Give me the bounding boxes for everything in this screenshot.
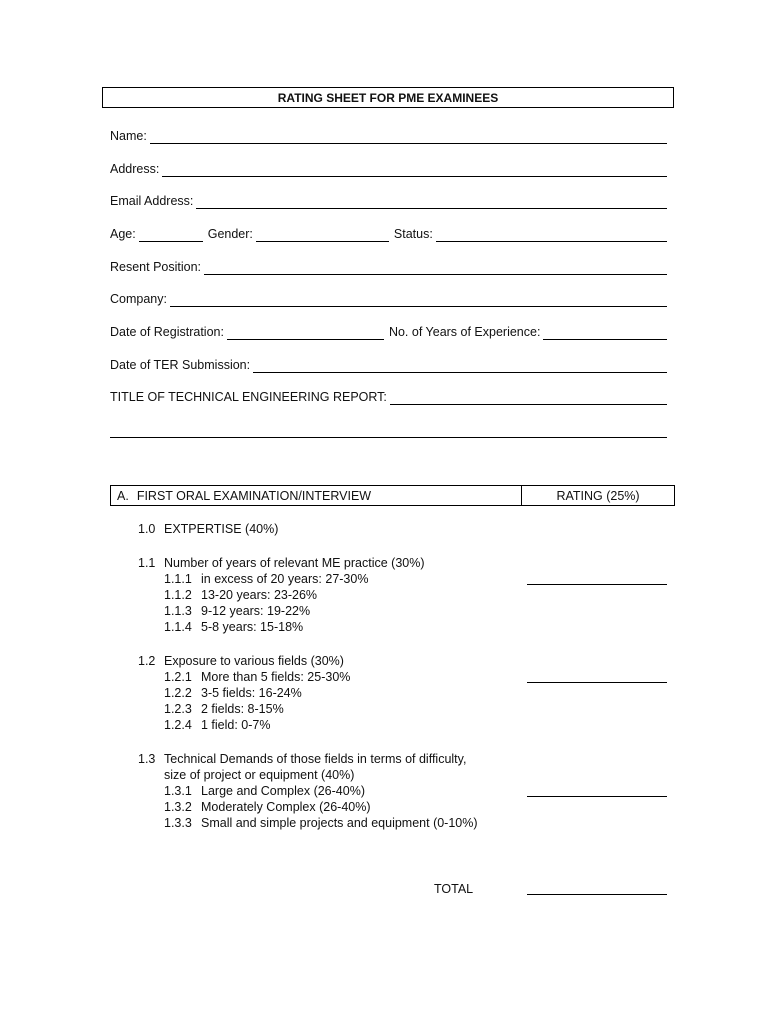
criterion-1-2-1: 1.2.1 More than 5 fields: 25-30% [164,670,351,684]
company-field[interactable] [170,293,667,307]
ter-submission-field[interactable] [253,359,667,373]
address-row [110,159,667,177]
name-label: Name: [110,129,147,143]
address-label: Address: [110,162,160,176]
criterion-1-3: 1.3 Technical Demands of those fields in terms of difficulty, [138,752,467,766]
name-field[interactable] [150,130,667,144]
company-row [110,289,667,307]
criterion-1-1-3: 1.1.3 9-12 years: 19-22% [164,604,311,618]
position-row [110,257,667,275]
criterion-1-2-3: 1.2.3 2 fields: 8-15% [164,702,284,716]
total-label: TOTAL [434,882,474,896]
experience-label: No. of Years of Experience: [388,325,541,339]
status-label: Status: [393,227,433,241]
document-title: RATING SHEET FOR PME EXAMINEES [102,87,674,108]
rating-field-1-1[interactable] [527,584,667,585]
criterion-1-2-2: 1.2.2 3-5 fields: 16-24% [164,686,302,700]
criterion-1-3-2: 1.3.2 Moderately Complex (26-40%) [164,800,371,814]
criterion-1-0: 1.0 EXTPERTISE (40%) [138,522,279,536]
address-field[interactable] [162,163,667,177]
age-gender-status-row [110,224,667,242]
report-title-row-2 [110,420,667,438]
criterion-1-1-4: 1.1.4 5-8 years: 15-18% [164,620,304,634]
gender-field[interactable] [256,228,389,242]
criterion-1-3-1: 1.3.1 Large and Complex (26-40%) [164,784,365,798]
ter-submission-label: Date of TER Submission: [110,358,251,372]
registration-label: Date of Registration: [110,325,224,339]
criterion-1-3-cont: size of project or equipment (40%) [164,768,355,782]
rating-header: RATING (25%) [556,488,640,503]
position-field[interactable] [204,261,667,275]
section-header [110,485,675,506]
email-label: Email Address: [110,194,194,208]
rating-field-1-2[interactable] [527,682,667,683]
name-row [110,126,667,144]
criterion-1-1-2: 1.1.2 13-20 years: 23-26% [164,588,318,602]
email-field[interactable] [196,195,667,209]
report-title-field[interactable] [390,391,667,405]
criterion-1-1: 1.1 Number of years of relevant ME practice (30%) [138,556,425,570]
report-title-label: TITLE OF TECHNICAL ENGINEERING REPORT: [110,390,387,404]
section-title: FIRST ORAL EXAMINATION/INTERVIEW [136,488,372,503]
section-title-cell [111,486,522,505]
report-title-row [110,387,667,405]
criterion-1-1-1: 1.1.1 in excess of 20 years: 27-30% [164,572,369,586]
rating-field-1-3[interactable] [527,796,667,797]
registration-field[interactable] [227,326,384,340]
criterion-1-2-4: 1.2.4 1 field: 0-7% [164,718,271,732]
experience-field[interactable] [543,326,667,340]
email-row [110,191,667,209]
criterion-1-3-3: 1.3.3 Small and simple projects and equipment (0-10%) [164,816,478,830]
registration-row [110,322,667,340]
position-label: Resent Position: [110,260,202,274]
report-title-field-2[interactable] [110,424,667,438]
status-field[interactable] [436,228,667,242]
section-letter: A. [117,488,129,503]
ter-submission-row [110,355,667,373]
age-field[interactable] [139,228,203,242]
gender-label: Gender: [207,227,253,241]
criterion-1-2: 1.2 Exposure to various fields (30%) [138,654,344,668]
total-field[interactable] [527,894,667,895]
age-label: Age: [110,227,136,241]
company-label: Company: [110,292,167,306]
